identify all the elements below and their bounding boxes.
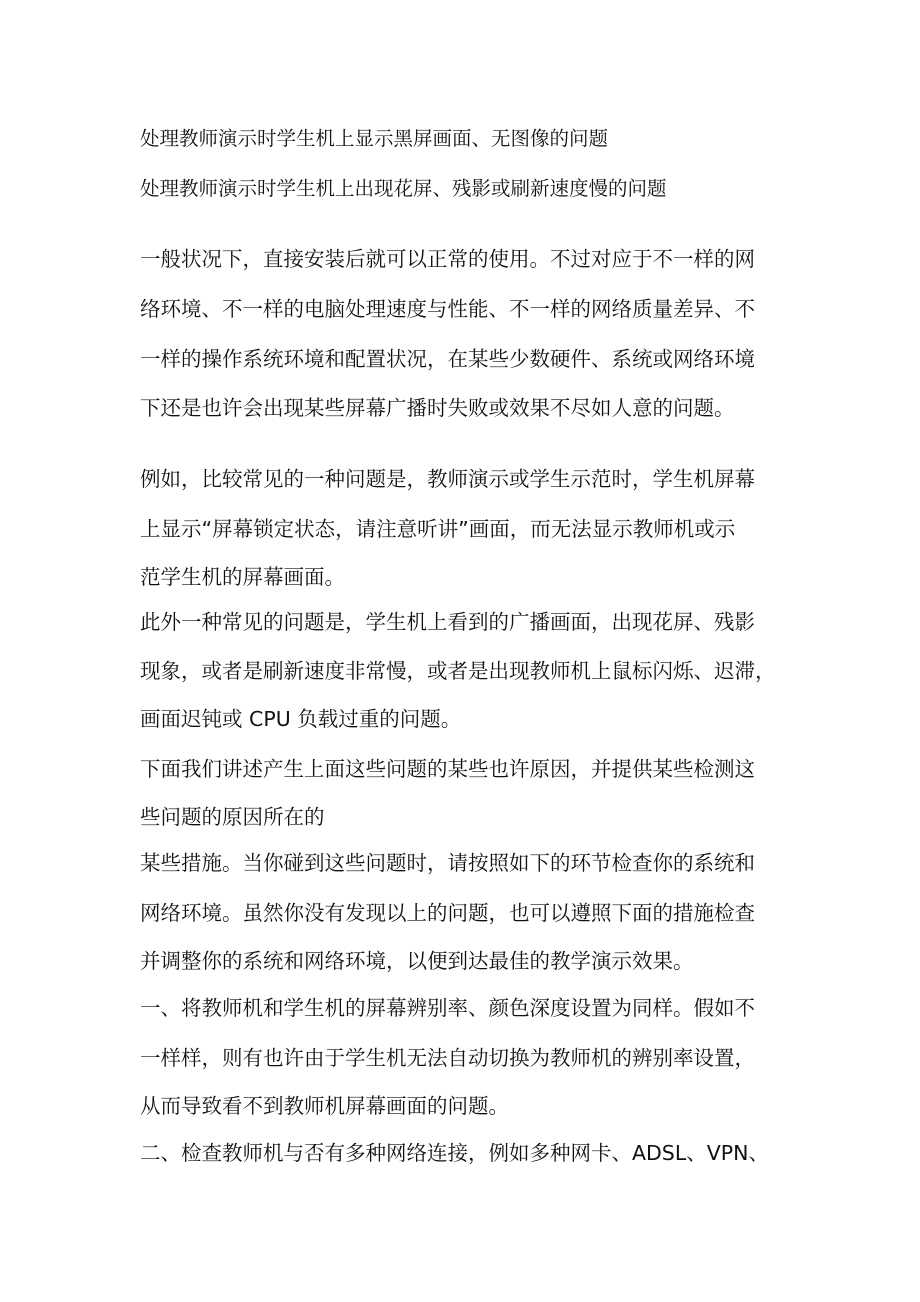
- heading-garbled-screen: 处理教师演示时学生机上出现花屏、残影或刷新速度慢的问题: [140, 177, 667, 200]
- paragraph-line: 络环境、不一样的电脑处理速度与性能、不一样的网络质量差异、不: [140, 297, 755, 321]
- paragraph-line: 此外一种常见的问题是，学生机上看到的广播画面，出现花屏、残影: [140, 610, 755, 634]
- paragraph-line: 一、将教师机和学生机的屏幕辨别率、颜色深度设置为同样。假如不: [140, 996, 755, 1020]
- paragraph-line: 二、检查教师机与否有多种网络连接，例如多种网卡、ADSL、VPN、: [140, 1141, 769, 1165]
- paragraph-line: 上显示“屏幕锁定状态，请注意听讲”画面，而无法显示教师机或示: [140, 517, 736, 541]
- paragraph-line: 画面迟钝或 CPU 负载过重的问题。: [140, 707, 462, 731]
- paragraph-line: 些问题的原因所在的: [140, 805, 325, 829]
- paragraph-line: 网络环境。虽然你没有发现以上的问题，也可以遵照下面的措施检查: [140, 901, 755, 925]
- paragraph-line: 现象，或者是刷新速度非常慢，或者是出现教师机上鼠标闪烁、迟滞，: [140, 659, 776, 683]
- paragraph-line: 下面我们讲述产生上面这些问题的某些也许原因，并提供某些检测这: [140, 757, 755, 781]
- paragraph-line: 下还是也许会出现某些屏幕广播时失败或效果不尽如人意的问题。: [140, 396, 735, 420]
- paragraph-line: 一般状况下，直接安装后就可以正常的使用。不过对应于不一样的网: [140, 247, 755, 271]
- paragraph-line: 从而导致看不到教师机屏幕画面的问题。: [140, 1094, 509, 1118]
- paragraph-line: 范学生机的屏幕画面。: [140, 565, 345, 589]
- paragraph-line: 例如，比较常见的一种问题是，教师演示或学生示范时，学生机屏幕: [140, 467, 755, 491]
- heading-black-screen: 处理教师演示时学生机上显示黑屏画面、无图像的问题: [140, 127, 609, 150]
- paragraph-line: 并调整你的系统和网络环境，以便到达最佳的教学演示效果。: [140, 949, 694, 973]
- paragraph-line: 一样的操作系统环境和配置状况，在某些少数硬件、系统或网络环境: [140, 347, 755, 371]
- paragraph-line: 某些措施。当你碰到这些问题时，请按照如下的环节检查你的系统和: [140, 851, 755, 875]
- paragraph-line: 一样样，则有也许由于学生机无法自动切换为教师机的辨别率设置，: [140, 1046, 755, 1070]
